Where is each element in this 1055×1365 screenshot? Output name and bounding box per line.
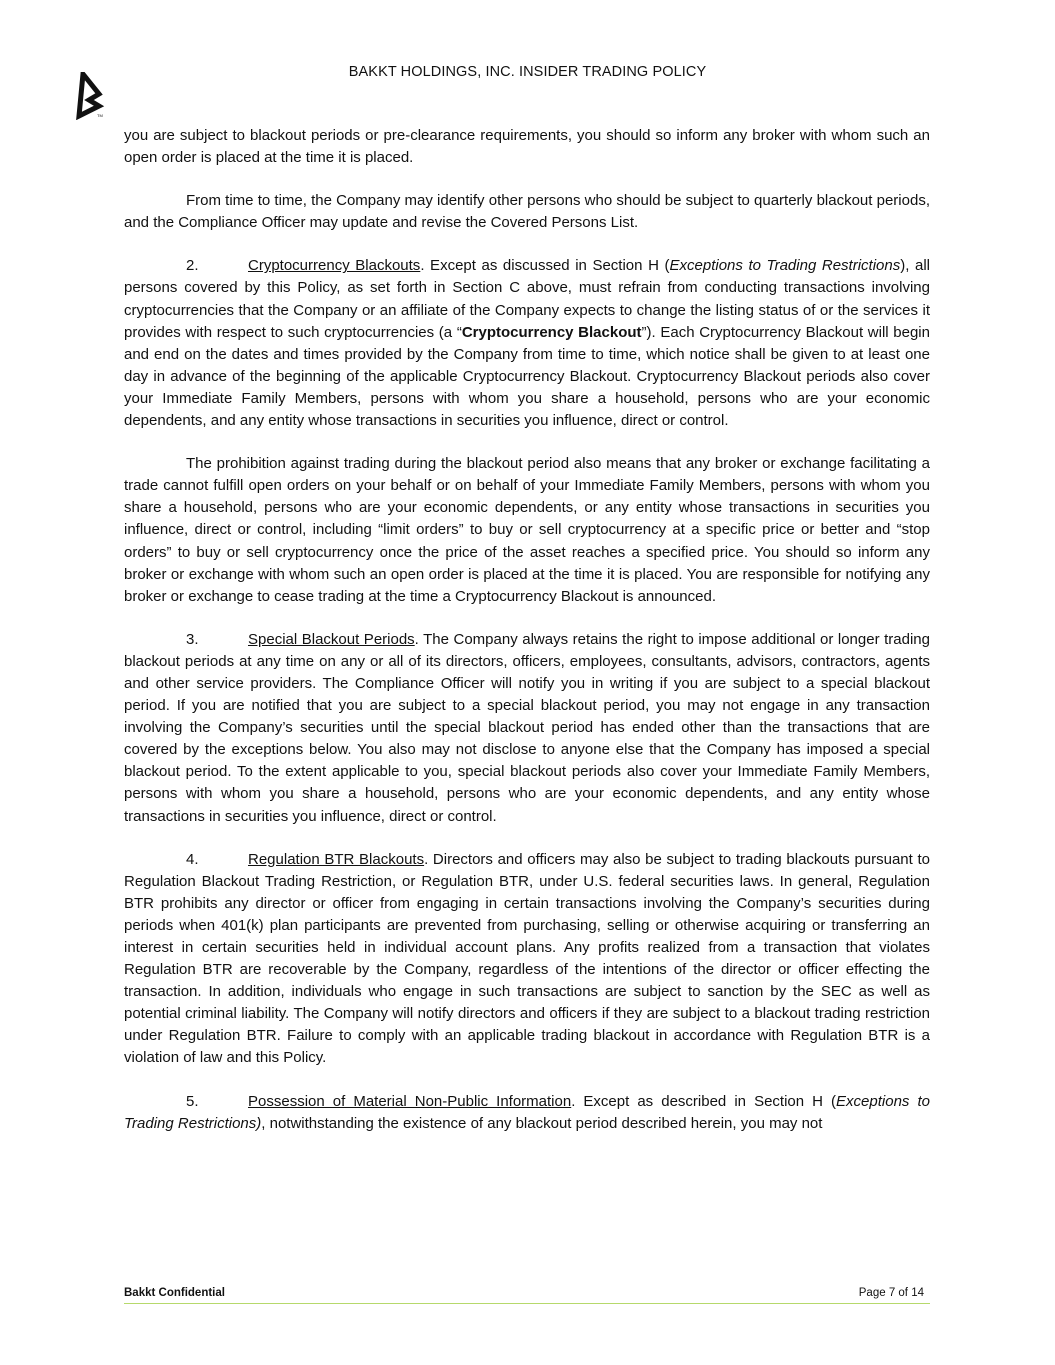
document-body: [124, 125, 930, 1156]
paragraph-prohibition: The prohibition against trading during the blackout period also means that any broker or exchange facilitating a trade cannot fulfill open orders on your behalf or on behalf of your Immediate Family Members, persons with whom you share a household, persons who are your economic dependents, or any entity whose transactions in securities you influence, direct or control, including “limit orders” to buy or sell cryptocurrency at a specific price or better and “stop orders” to buy or sell cryptocurrency once the price of the asset reaches a specified price. You should so inform any broker or exchange with whom such an open order is placed at the time it is placed. You are responsible for notifying any broker or exchange to cease trading at the time a Cryptocurrency Blackout is announced.: [124, 455, 930, 605]
paragraph-text: . The Company always retains the right to impose additional or longer trading blackout periods at any time on any or all of its directors, officers, employees, consultants, advisors, contractors, agents and other service providers. The Compliance Officer will notify you in writing if you are subject to a special blackout period. If you are notified that you are subject to a special blackout period, you may not engage in any transaction involving the Company’s securities until the special blackout period has ended other than the transactions that are covered by the exceptions below. You also may not disclose to anyone else that the Company has imposed a special blackout period. To the extent applicable to you, special blackout periods also cover your Immediate Family Members, persons with whom you share a household, persons who are your economic dependents, and any entity whose transactions in securities you influence, direct or control.: [124, 630, 930, 825]
paragraph-text: , notwithstanding the existence of any blackout period described herein, you may not: [261, 1114, 823, 1132]
paragraph-text: . Directors and officers may also be subject to trading blackouts pursuant to Regulation Blackout Trading Restriction, or Regulation BTR, under U.S. federal securities laws. In general, Regulation BTR prohibits any director or officer from engaging in certain transactions involving the Company’s securities during periods when 401(k) plan participants are prevented from purchasing, selling or otherwise acquiring or transferring an interest in certain securities held in individual account plans. Any profits realized from a transaction that violates Regulation BTR are recoverable by the Company, regardless of the intentions of the director or officer effecting the transaction. In addition, individuals who engage in such transactions are subject to sanction by the SEC as well as potential criminal liability. The Company will notify directors and officers if they are subject to a blackout trading restriction under Regulation BTR. Failure to comply with an applicable trading blackout in accordance with Regulation BTR is a violation of law and this Policy.: [124, 850, 930, 1067]
footer-page-number: Page 7 of 14: [858, 1287, 924, 1299]
paragraph-text: . Except as described in Section H (: [571, 1092, 837, 1110]
paragraph-regulation-btr: [124, 849, 930, 1070]
paragraph-italic: Exceptions to Trading Restrictions: [669, 257, 901, 275]
defined-term: Cryptocurrency Blackout: [461, 323, 642, 341]
paragraph-cryptocurrency-blackouts: [124, 255, 930, 432]
paragraph-mnpi: [124, 1091, 930, 1135]
document-header-title: BAKKT HOLDINGS, INC. INSIDER TRADING POLICY: [348, 64, 707, 80]
paragraph-continuation: you are subject to blackout periods or pre-clearance requirements, you should so inform any broker with whom such an open order is placed at the time it is placed.: [124, 127, 930, 167]
logo-tm: TM: [97, 113, 103, 118]
section-number: 3.: [186, 630, 199, 648]
paragraph-covered-persons: From time to time, the Company may identify other persons who should be subject to quarterly blackout periods, and the Compliance Officer may update and revise the Covered Persons List.: [124, 192, 930, 232]
paragraph-text: ”). Each Cryptocurrency Blackout will begin and end on the dates and times provided by the Company from time to time, which notice shall be given to at least one day in advance of the beginning of the applicable Cryptocurrency Blackout. Cryptocurrency Blackout periods also cover your Immediate Family Members, persons with whom you share a household, persons who are your economic dependents, and any entity whose transactions in securities you influence, direct or control.: [124, 323, 930, 430]
footer-confidential: Bakkt Confidential: [124, 1287, 225, 1299]
section-heading: Regulation BTR Blackouts: [248, 850, 425, 868]
paragraph-text: ), all persons covered by this Policy, as set forth in Section C above, must refrain from conducting transactions involving cryptocurrencies that the Company or an affiliate of the Company expects to change the listing status of or the services it provides with respect to such cryptocurrencies (a “: [124, 257, 930, 341]
footer-divider: [124, 1303, 930, 1304]
paragraph-text: . Except as discussed in Section H (: [420, 257, 670, 275]
paragraph-italic: Exceptions to Trading Restrictions): [124, 1092, 930, 1132]
section-number: 5.: [186, 1092, 199, 1110]
section-heading: Special Blackout Periods: [248, 630, 415, 648]
section-number: 4.: [186, 850, 199, 868]
paragraph-special-blackout: [124, 629, 930, 828]
section-heading: Cryptocurrency Blackouts: [248, 257, 421, 275]
section-heading: Possession of Material Non-Public Information: [248, 1092, 572, 1110]
section-number: 2.: [186, 257, 199, 275]
